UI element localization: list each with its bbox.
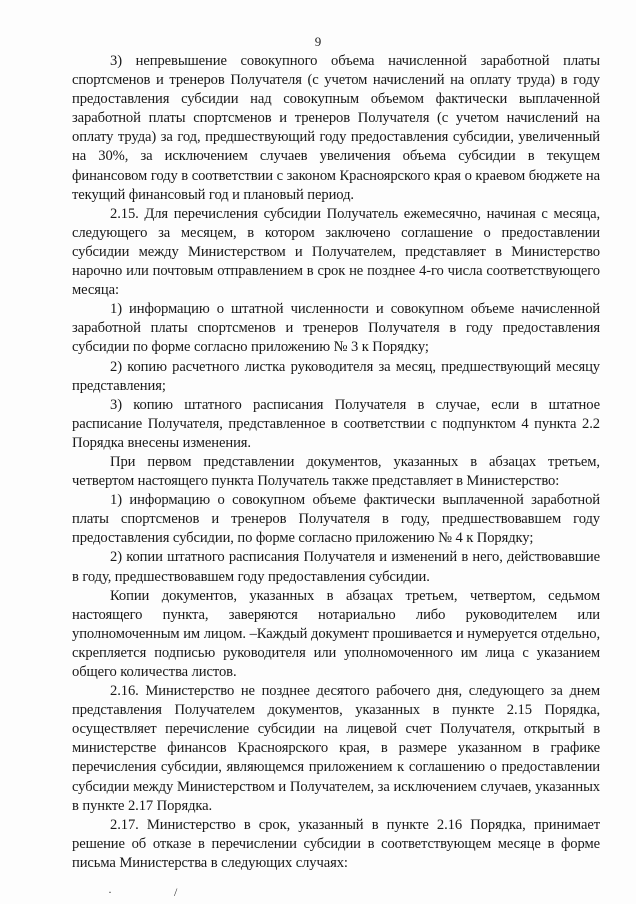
- paragraph-2-17: 2.17. Министерство в срок, указанный в пункте 2.16 Порядка, принимает решение об отказе в перечислении субсидии в соответствующем месяце в форме письма Министерства в следующих случаях:: [72, 816, 600, 871]
- document-body: [72, 52, 600, 873]
- paragraph-subitem-3-salary-limit: 3) непревышение совокупного объема начисленной заработной платы спортсменов и тренеров Получателя (с учетом начислений на оплату труда) в году предоставления субсидии над совокупным объемом фактически выплаченной заработной платы спортсменов и тренеров Получателя (с учетом начислений на оплату труда) за год, предшествующий году предоставления субсидии, увеличенный на 30%, за исключением случаев увеличения объема субсидии в текущем финансовом году в соответствии с законом Красноярского края о краевом бюджете на текущий финансовый год и плановый период.: [72, 53, 600, 203]
- scan-mark-slash: /: [174, 885, 178, 899]
- paragraph-2-15-item-1: 1) информацию о штатной численности и совокупном объеме начисленной заработной платы спортсменов и тренеров Получателя в году предоставления субсидии по форме согласно приложению № 3 к Порядку;: [72, 301, 600, 356]
- paragraph-2-16: 2.16. Министерство не позднее десятого рабочего дня, следующего за днем представления Получателем документов, указанных в пункте 2.15 Порядка, осуществляет перечисление субсидии на лицевой счет Получателя, открытый в министерстве финансов Красноярского края, в размере указанном в графике перечисления субсидии, являющемся приложением к соглашению о предоставлении субсидии между Министерством и Получателем, за исключением случаев, указанных в пункте 2.17 Порядка.: [72, 683, 600, 814]
- paragraph-first-submission-item-2: 2) копии штатного расписания Получателя и изменений в него, действовавшие в году, предшествовавшем году предоставления субсидии.: [72, 549, 600, 585]
- paragraph-document-copies: Копии документов, указанных в абзацах третьем, четвертом, седьмом настоящего пункта, заверяются нотариально либо руководителем или уполномоченным им лицом. –Каждый документ прошивается и нумеруется отдельно, скрепляется подписью руководителя или уполномоченного им лица с указанием общего количества листов.: [72, 587, 600, 680]
- page-number: 9: [314, 34, 322, 49]
- paragraph-2-15-item-3: 3) копию штатного расписания Получателя в случае, если в штатное расписание Получателя, представленное в соответствии с подпунктом 4 пункта 2.2 Порядка внесены изменения.: [72, 396, 600, 451]
- scan-mark-dot: ·: [108, 885, 112, 899]
- paragraph-first-submission-item-1: 1) информацию о совокупном объеме фактически выплаченной заработной платы спортсменов и тренеров Получателя в году, предшествовавшем году предоставления субсидии, по форме согласно приложению № 4 к Порядку;: [72, 492, 600, 547]
- paragraph-2-15: 2.15. Для перечисления субсидии Получатель ежемесячно, начиная с месяца, следующего за месяцем, в котором заключено соглашение о предоставлении субсидии между Министерством и Получателем, представляет в Министерство нарочно или почтовым отправлением в срок не позднее 4-го числа соответствующего месяца:: [72, 205, 600, 299]
- paragraph-first-submission: При первом представлении документов, указанных в абзацах третьем, четвертом настоящего пункта Получатель также представляет в Министерство:: [72, 453, 600, 490]
- paragraph-2-15-item-2: 2) копию расчетного листка руководителя за месяц, предшествующий месяцу представления;: [72, 358, 600, 394]
